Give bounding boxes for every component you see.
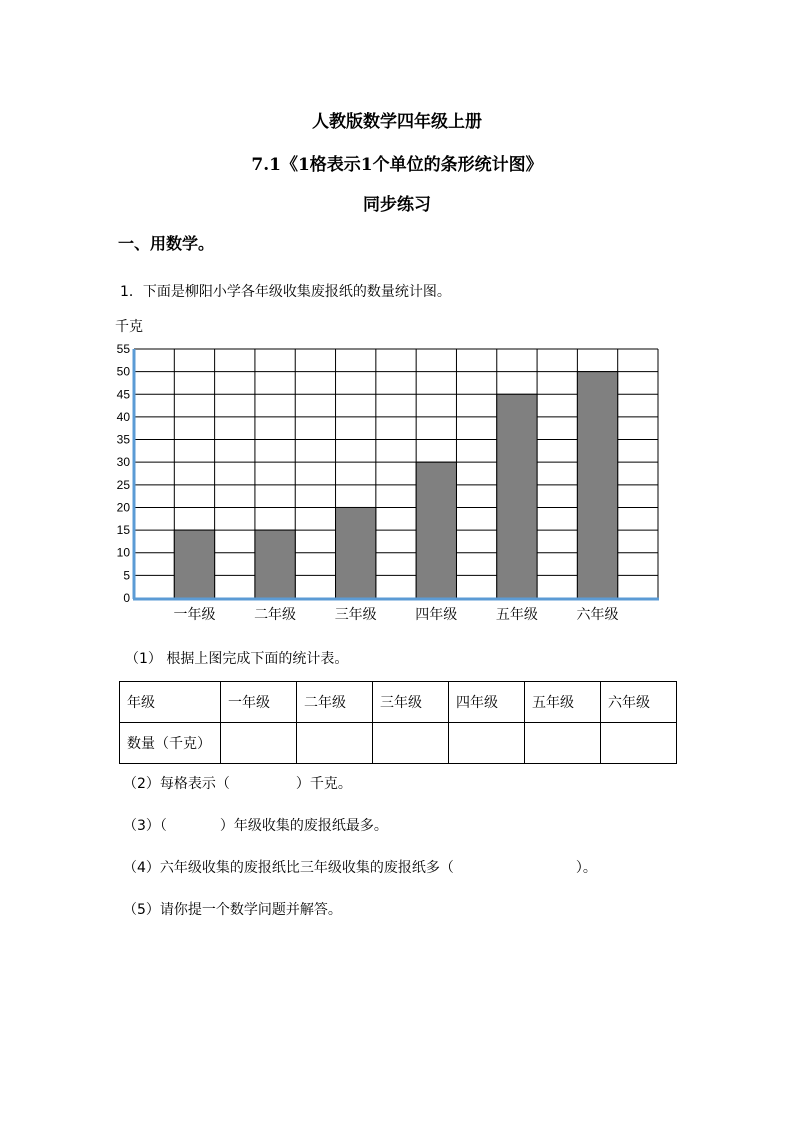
stat-table (119, 681, 677, 764)
table-cell-header: 二年级 (297, 682, 373, 723)
exercise-title: 同步练习 (363, 195, 431, 215)
answer-cell[interactable] (297, 723, 373, 764)
sub-2-text-b: ）千克。 (295, 776, 352, 792)
sub-3-text-a: （3）（ (123, 818, 167, 834)
answer-cell[interactable] (221, 723, 297, 764)
question-1-sub-3 (123, 815, 388, 835)
y-tick-label: 35 (116, 432, 130, 447)
y-axis-label: 千克 (115, 319, 143, 335)
table-cell-header: 年级 (120, 682, 221, 723)
x-category-label: 四年级 (415, 607, 458, 623)
bar (416, 462, 456, 598)
y-tick-label: 40 (116, 409, 130, 424)
y-tick-label: 50 (116, 364, 130, 379)
sub-3-text-b: ）年级收集的废报纸最多。 (219, 818, 388, 834)
bar (255, 530, 295, 598)
answer-cell[interactable] (525, 723, 601, 764)
y-tick-label: 15 (116, 523, 130, 538)
bar (497, 394, 537, 598)
x-category-label: 五年级 (495, 607, 538, 623)
sub-4-text-a: （4）六年级收集的废报纸比三年级收集的废报纸多（ (123, 860, 454, 876)
y-tick-label: 20 (116, 500, 130, 515)
question-1-sub-2 (123, 773, 352, 793)
question-1-sub-4 (123, 857, 597, 877)
y-tick-label: 0 (123, 591, 130, 605)
question-1-sub-1: （1） 根据上图完成下面的统计表。 (125, 651, 349, 667)
x-category-label: 二年级 (254, 607, 297, 623)
x-category-label: 一年级 (173, 607, 216, 623)
sub-4-text-b: ）。 (575, 860, 597, 876)
lesson-title: 7.1《1格表示1个单位的条形统计图》 (251, 155, 543, 175)
table-cell-header: 三年级 (373, 682, 449, 723)
x-category-label: 三年级 (334, 607, 377, 623)
table-cell-header: 一年级 (221, 682, 297, 723)
worksheet-title: 人教版数学四年级上册 (312, 112, 482, 132)
y-tick-label: 10 (116, 545, 130, 560)
table-row (120, 723, 677, 764)
question-1-prompt: 1．下面是柳阳小学各年级收集废报纸的数量统计图。 (120, 284, 451, 300)
y-tick-label: 45 (116, 387, 130, 402)
y-tick-label: 5 (123, 568, 130, 583)
answer-cell[interactable] (449, 723, 525, 764)
bar (174, 530, 214, 598)
table-row (120, 682, 677, 723)
answer-cell[interactable] (601, 723, 677, 764)
table-cell-header: 四年级 (449, 682, 525, 723)
table-cell-header: 五年级 (525, 682, 601, 723)
y-tick-label: 30 (116, 455, 130, 470)
y-tick-label: 55 (116, 342, 130, 356)
table-cell-header: 六年级 (601, 682, 677, 723)
x-category-label: 六年级 (576, 607, 619, 623)
answer-cell[interactable] (373, 723, 449, 764)
y-tick-label: 25 (116, 477, 130, 492)
table-cell-label: 数量（千克） (120, 723, 221, 764)
sub-2-text-a: （2）每格表示（ (123, 776, 230, 792)
bar (577, 372, 617, 598)
bar (336, 507, 376, 598)
bar-chart (110, 315, 670, 630)
question-1-sub-5: （5）请你提一个数学问题并解答。 (123, 902, 342, 918)
section-title: 一、用数学。 (118, 234, 215, 253)
